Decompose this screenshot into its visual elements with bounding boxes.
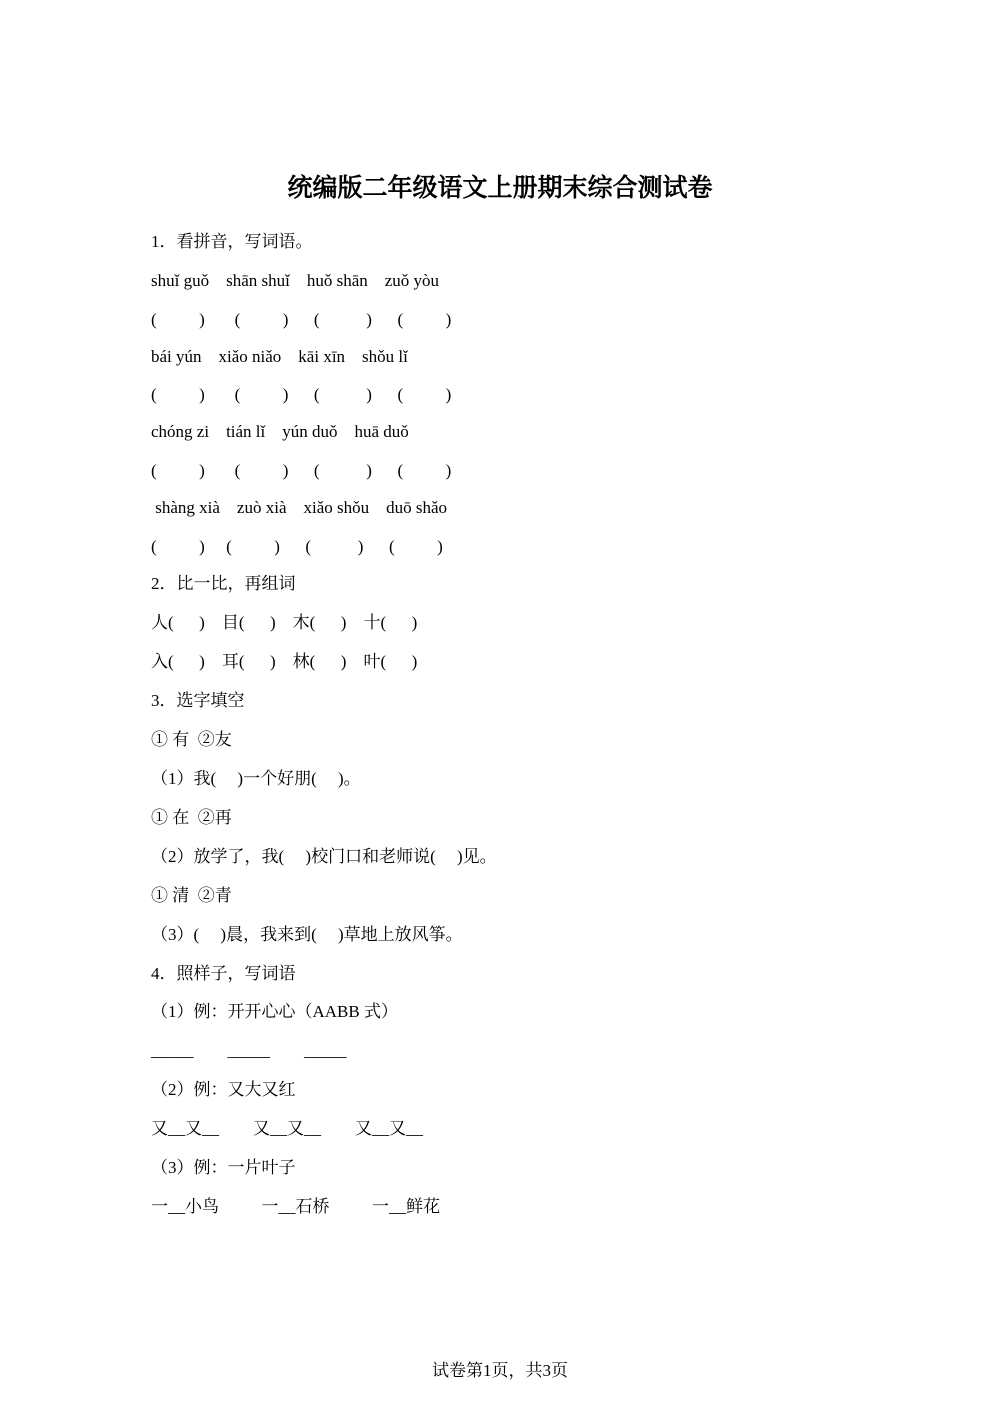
fill-sentence-2: （2）放学了，我( )校门口和老师说( )见。 <box>151 847 497 866</box>
example-3: （3）例：一片叶子 <box>151 1158 296 1177</box>
compare-row-1: 人( ) 目( ) 木( ) 十( ) <box>151 613 418 632</box>
answer-blanks-row-4: ( ) ( ) ( ) ( ) <box>151 537 443 556</box>
question-2-heading: 2．比一比，再组词 <box>151 574 296 593</box>
answer-blanks-row-1: ( ) ( ) ( ) ( ) <box>151 310 452 329</box>
pinyin-row-2: bái yún xiǎo niǎo kāi xīn shǒu lǐ <box>151 347 408 366</box>
choice-options-1: ① 有 ②友 <box>151 730 232 749</box>
pinyin-row-3: chóng zi tián lǐ yún duǒ huā duǒ <box>151 422 409 441</box>
answer-lines-1: _____ _____ _____ <box>151 1041 347 1060</box>
document-title: 统编版二年级语文上册期末综合测试卷 <box>287 173 713 202</box>
pinyin-row-4: shàng xià zuò xià xiǎo shǒu duō shǎo <box>151 498 448 517</box>
choice-options-3: ① 清 ②青 <box>151 886 232 905</box>
answer-blanks-row-2: ( ) ( ) ( ) ( ) <box>151 385 452 404</box>
question-1-heading: 1．看拼音，写词语。 <box>151 232 313 251</box>
answer-lines-2: 又__又__ 又__又__ 又__又__ <box>151 1119 423 1138</box>
fill-sentence-1: （1）我( )一个好朋( )。 <box>151 769 361 788</box>
choice-options-2: ① 在 ②再 <box>151 808 232 827</box>
question-4-heading: 4．照样子，写词语 <box>151 964 296 983</box>
question-3-heading: 3．选字填空 <box>151 691 245 710</box>
example-1: （1）例：开开心心（AABB 式） <box>151 1002 398 1021</box>
page-footer: 试卷第1页，共3页 <box>432 1361 568 1380</box>
answer-blanks-row-3: ( ) ( ) ( ) ( ) <box>151 461 452 480</box>
pinyin-row-1: shuǐ guǒ shān shuǐ huǒ shān zuǒ yòu <box>151 271 440 290</box>
fill-sentence-3: （3）( )晨，我来到( )草地上放风筝。 <box>151 925 463 944</box>
example-2: （2）例：又大又红 <box>151 1080 296 1099</box>
compare-row-2: 入( ) 耳( ) 林( ) 叶( ) <box>151 652 418 671</box>
answer-lines-3: 一__小鸟 一__石桥 一__鲜花 <box>151 1197 440 1216</box>
